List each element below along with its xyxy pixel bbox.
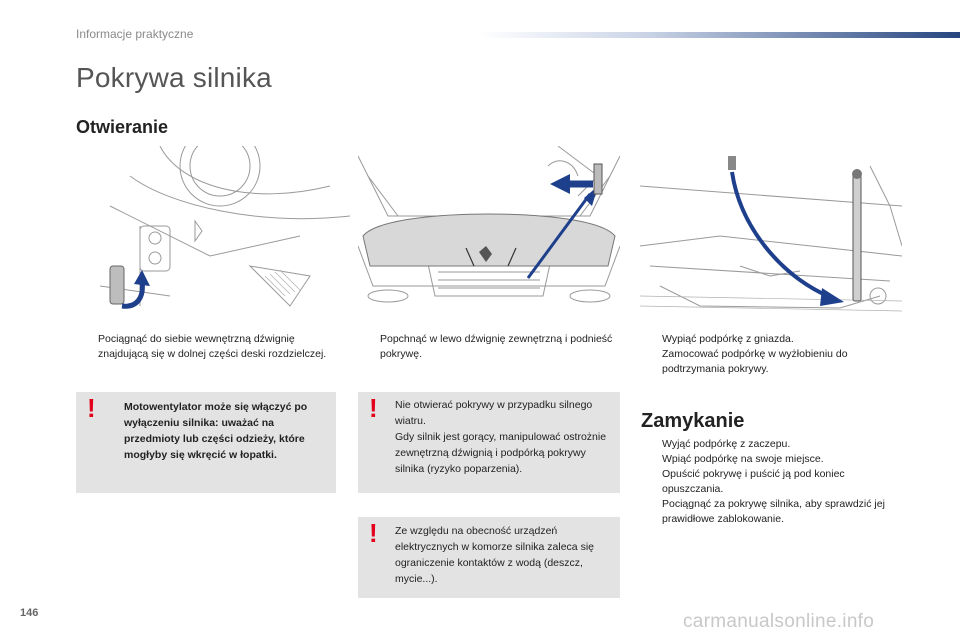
opening-col2-bullet: Popchnąć w lewo dźwignię zewnętrzną i podnieść pokrywę.	[358, 332, 616, 362]
warning-icon: !	[369, 393, 378, 423]
illustration-exterior-lever	[358, 146, 620, 316]
header-gradient-bar	[480, 32, 960, 38]
bullet-icon	[640, 437, 662, 452]
prop-rod-drawing	[640, 146, 902, 316]
warning-text: Nie otwierać pokrywy w przypadku silnego wiatru. Gdy silnik jest gorący, manipulować ostrożnie zewnętrzną dźwignią i podpórką pokrywy silnika (ryzyko poparzenia).	[395, 399, 607, 475]
warning-text: Motowentylator może się włączyć po wyłączeniu silnika: uważać na przedmioty lub części odzieży, które mogłyby się wkręcić w łopatki.	[124, 401, 308, 461]
illustration-prop-rod	[640, 146, 902, 316]
bullet-icon	[358, 332, 380, 362]
watermark: carmanualsonline.info	[683, 611, 875, 632]
opening-col3-bullet: Zamocować podpórkę w wyżłobieniu do podtrzymania pokrywy.	[640, 347, 898, 377]
dashboard-lever-drawing	[100, 146, 362, 316]
opening-col3-text	[640, 332, 898, 377]
closing-text	[640, 437, 898, 527]
closing-bullet: Wpiąć podpórkę na swoje miejsce.	[640, 452, 898, 467]
opening-col1-bullet: Pociągnąć do siebie wewnętrzną dźwignię znajdującą się w dolnej części deski rozdzielczej.	[76, 332, 334, 362]
car-front-drawing	[358, 146, 620, 316]
bullet-icon	[640, 467, 662, 497]
closing-bullet: Pociągnąć za pokrywę silnika, aby sprawdzić jej prawidłowe zablokowanie.	[640, 497, 898, 527]
bullet-icon	[640, 332, 662, 347]
heading-closing: Zamykanie	[641, 410, 745, 432]
header-section-label: Informacje praktyczne	[76, 27, 194, 41]
warning-icon: !	[369, 518, 378, 548]
opening-col2-text	[358, 332, 616, 362]
page-number: 146	[20, 607, 39, 619]
heading-opening: Otwieranie	[76, 117, 169, 137]
opening-col1-text	[76, 332, 334, 362]
closing-bullet: Wyjąć podpórkę z zaczepu.	[640, 437, 898, 452]
bullet-icon	[640, 347, 662, 377]
warning-text: Ze względu na obecność urządzeń elektrycznych w komorze silnika zaleca się ograniczenie kontaktów z wodą (deszcz, mycie...).	[395, 525, 594, 585]
closing-bullet: Opuścić pokrywę i puścić ją pod koniec opuszczania.	[640, 467, 898, 497]
opening-col3-bullet: Wypiąć podpórkę z gniazda.	[640, 332, 898, 347]
warning-box-wind	[358, 392, 620, 493]
illustration-interior-lever	[100, 146, 362, 316]
warning-icon: !	[87, 393, 96, 423]
warning-box-water	[358, 517, 620, 598]
bullet-icon	[76, 332, 98, 362]
warning-box-fan	[76, 392, 336, 493]
bullet-icon	[640, 452, 662, 467]
page-title: Pokrywa silnika	[76, 62, 272, 93]
bullet-icon	[640, 497, 662, 527]
